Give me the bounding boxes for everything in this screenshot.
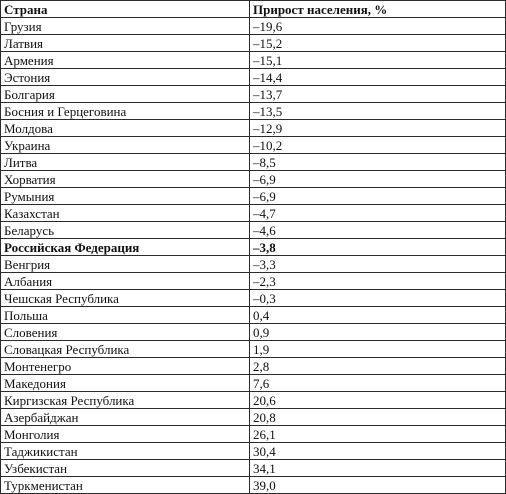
growth-cell: 20,6 — [250, 392, 506, 409]
growth-cell: 39,0 — [250, 477, 506, 494]
table-row — [1, 375, 506, 392]
table-row — [1, 205, 506, 222]
country-cell: Хорватия — [1, 171, 250, 188]
table-row — [1, 35, 506, 52]
country-cell: Венгрия — [1, 256, 250, 273]
country-cell: Азербайджан — [1, 409, 250, 426]
growth-cell: 2,8 — [250, 358, 506, 375]
table-row — [1, 426, 506, 443]
table-row — [1, 358, 506, 375]
growth-cell: –4,7 — [250, 205, 506, 222]
header-growth: Прирост населения, % — [250, 1, 506, 18]
country-cell: Румыния — [1, 188, 250, 205]
country-cell: Болгария — [1, 86, 250, 103]
country-cell: Монголия — [1, 426, 250, 443]
country-cell: Молдова — [1, 120, 250, 137]
country-cell: Российская Федерация — [1, 239, 250, 256]
country-cell: Грузия — [1, 18, 250, 35]
country-cell: Словения — [1, 324, 250, 341]
table-row — [1, 154, 506, 171]
country-cell: Македония — [1, 375, 250, 392]
table-row — [1, 69, 506, 86]
growth-cell: –12,9 — [250, 120, 506, 137]
growth-cell: –15,1 — [250, 52, 506, 69]
growth-cell: 34,1 — [250, 460, 506, 477]
growth-cell: –6,9 — [250, 188, 506, 205]
table-row — [1, 409, 506, 426]
country-cell: Украина — [1, 137, 250, 154]
table-row — [1, 188, 506, 205]
growth-cell: –13,7 — [250, 86, 506, 103]
header-row — [1, 1, 506, 18]
growth-cell: 1,9 — [250, 341, 506, 358]
table-row — [1, 443, 506, 460]
growth-cell: 20,8 — [250, 409, 506, 426]
table-row — [1, 86, 506, 103]
country-cell: Албания — [1, 273, 250, 290]
growth-cell: 7,6 — [250, 375, 506, 392]
country-cell: Монтенегро — [1, 358, 250, 375]
table-row — [1, 103, 506, 120]
growth-cell: –13,5 — [250, 103, 506, 120]
country-cell: Армения — [1, 52, 250, 69]
growth-cell: –2,3 — [250, 273, 506, 290]
country-cell: Узбекистан — [1, 460, 250, 477]
table-row — [1, 222, 506, 239]
growth-cell: –15,2 — [250, 35, 506, 52]
table-row — [1, 392, 506, 409]
table-row — [1, 239, 506, 256]
growth-cell: –3,8 — [250, 239, 506, 256]
growth-cell: –0,3 — [250, 290, 506, 307]
growth-cell: –10,2 — [250, 137, 506, 154]
growth-cell: 30,4 — [250, 443, 506, 460]
country-cell: Польша — [1, 307, 250, 324]
table-body — [1, 18, 506, 494]
growth-cell: –19,6 — [250, 18, 506, 35]
growth-cell: –4,6 — [250, 222, 506, 239]
table-row — [1, 290, 506, 307]
table-row — [1, 52, 506, 69]
table-row — [1, 171, 506, 188]
table-row — [1, 273, 506, 290]
country-cell: Киргизская Республика — [1, 392, 250, 409]
table-row — [1, 120, 506, 137]
growth-cell: –14,4 — [250, 69, 506, 86]
table-row — [1, 460, 506, 477]
growth-cell: –8,5 — [250, 154, 506, 171]
country-cell: Словацкая Республика — [1, 341, 250, 358]
country-cell: Босния и Герцеговина — [1, 103, 250, 120]
table-row — [1, 18, 506, 35]
growth-cell: –3,3 — [250, 256, 506, 273]
table-row — [1, 341, 506, 358]
country-cell: Казахстан — [1, 205, 250, 222]
table-row — [1, 256, 506, 273]
growth-cell: 0,4 — [250, 307, 506, 324]
country-cell: Беларусь — [1, 222, 250, 239]
growth-cell: 26,1 — [250, 426, 506, 443]
growth-cell: –6,9 — [250, 171, 506, 188]
country-cell: Таджикистан — [1, 443, 250, 460]
table-row — [1, 137, 506, 154]
growth-cell: 0,9 — [250, 324, 506, 341]
header-country: Страна — [1, 1, 250, 18]
country-cell: Латвия — [1, 35, 250, 52]
country-cell: Чешская Республика — [1, 290, 250, 307]
table-row — [1, 307, 506, 324]
country-cell: Туркменистан — [1, 477, 250, 494]
table-row — [1, 324, 506, 341]
country-cell: Эстония — [1, 69, 250, 86]
country-cell: Литва — [1, 154, 250, 171]
